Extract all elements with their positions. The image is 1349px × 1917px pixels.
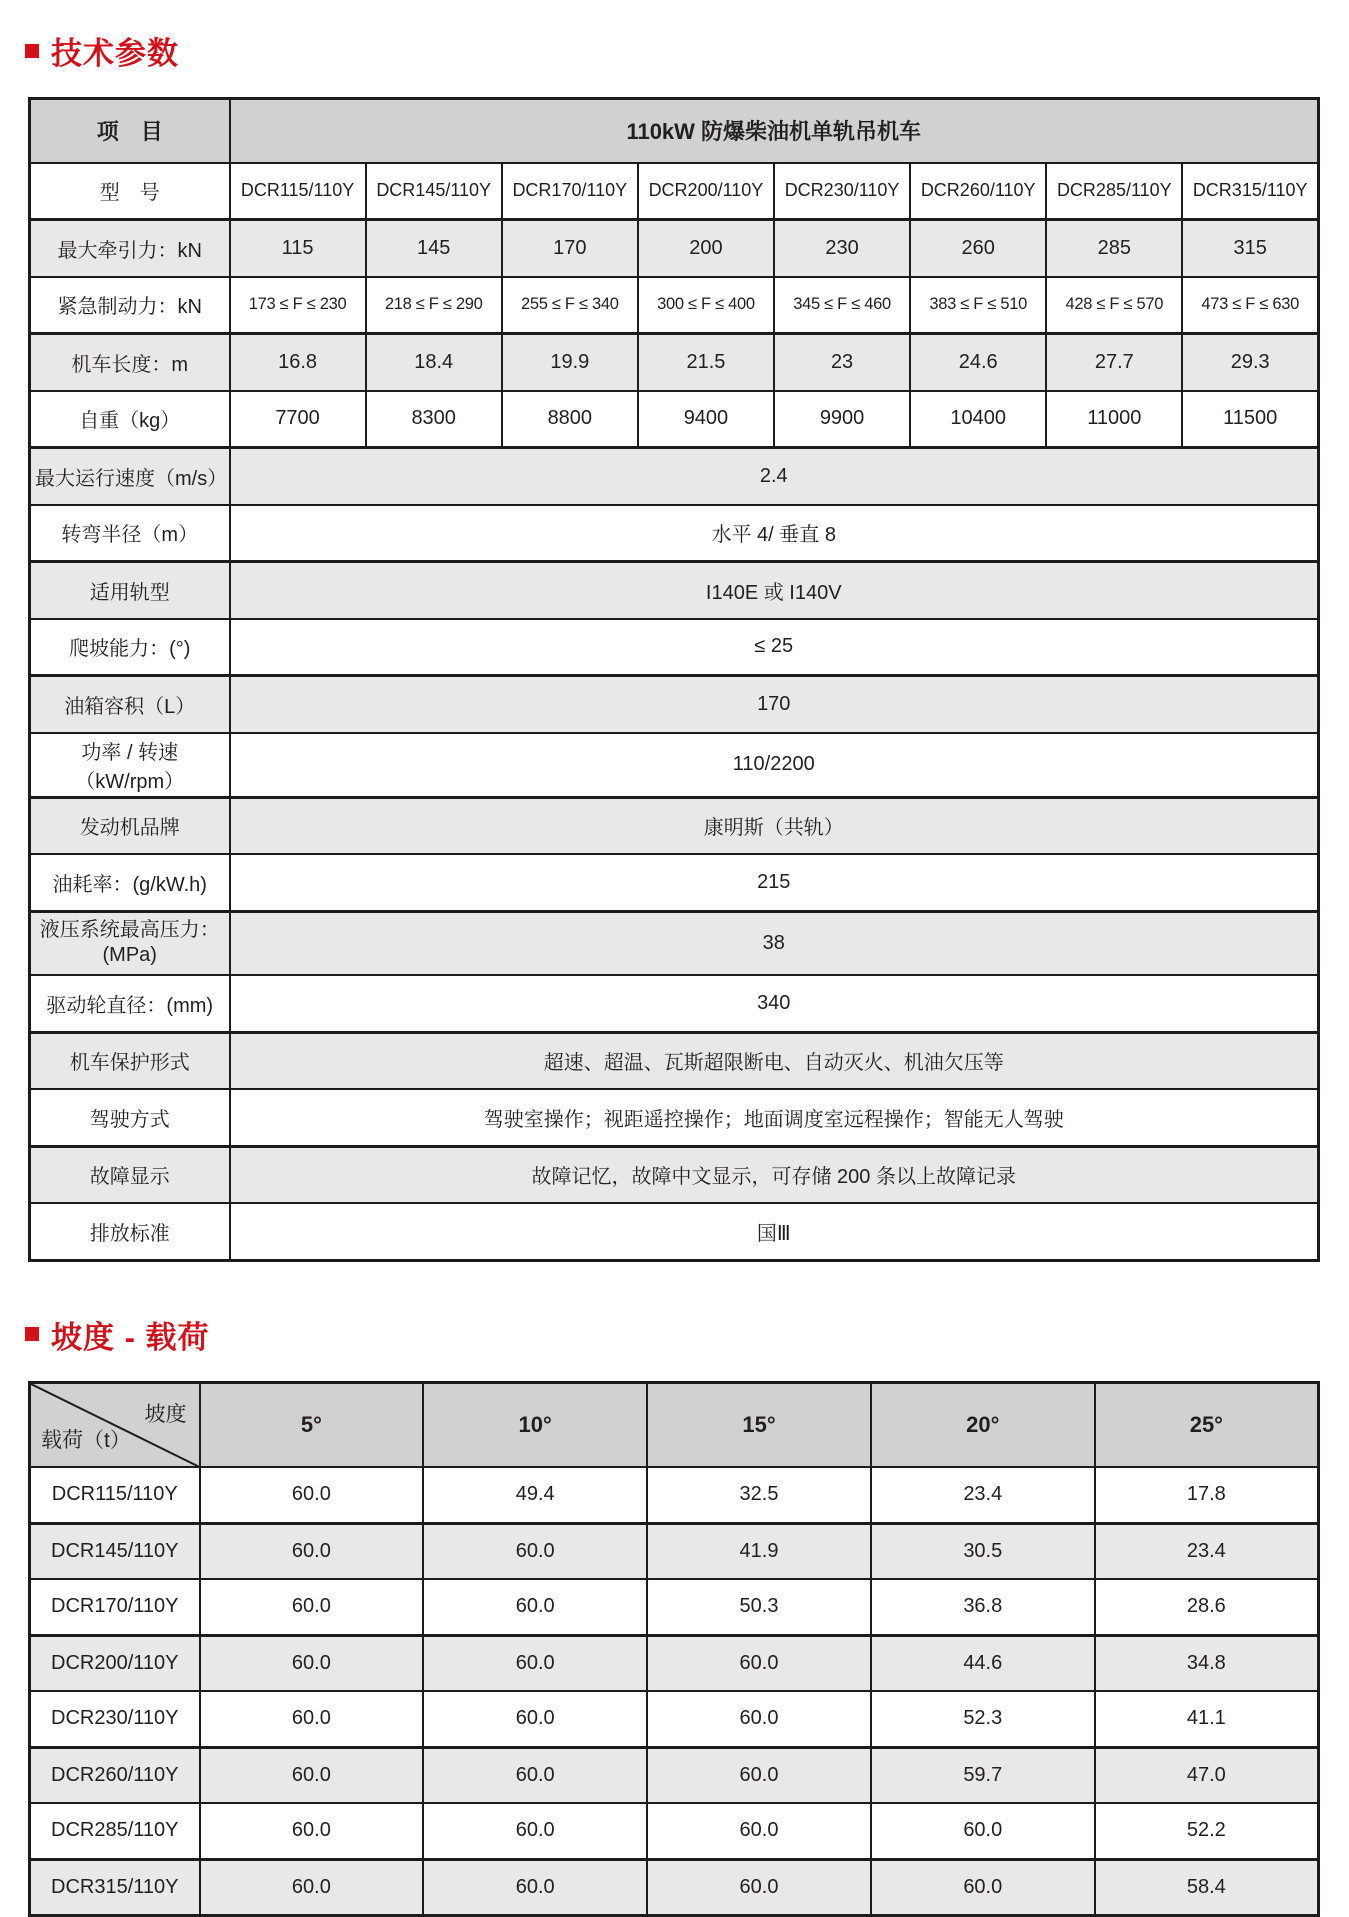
spec-value: 11500	[1182, 391, 1318, 448]
spec-value: 21.5	[638, 334, 774, 391]
merged-row-fuel-rate	[30, 854, 1319, 911]
load-value: 60.0	[423, 1747, 647, 1803]
model-name: DCR145/110Y	[30, 1523, 200, 1579]
load-value: 59.7	[871, 1747, 1095, 1803]
corner-slope-label: 坡度	[144, 1402, 187, 1426]
load-value: 60.0	[200, 1523, 424, 1579]
model-name: DCR200/110Y	[30, 1635, 200, 1691]
merged-row-hydraulic-pressure	[30, 911, 1319, 975]
load-value: 36.8	[871, 1579, 1095, 1635]
load-value: 60.0	[200, 1859, 424, 1915]
row-label: 功率 / 转速（kW/rpm）	[30, 733, 230, 798]
load-row	[30, 1523, 1319, 1579]
spec-value: 285	[1046, 220, 1182, 277]
spec-value: 170	[502, 220, 638, 277]
load-value: 60.0	[423, 1579, 647, 1635]
spec-value: 7700	[230, 391, 366, 448]
merged-row-fuel-tank	[30, 676, 1319, 733]
model-name: DCR260/110Y	[30, 1747, 200, 1803]
load-value: 32.5	[647, 1467, 871, 1523]
row-label: 油箱容积（L）	[30, 676, 230, 733]
spec-value: 255 ≤ F ≤ 340	[502, 277, 638, 334]
model-name: DCR145/110Y	[366, 163, 502, 220]
model-name: DCR315/110Y	[1182, 163, 1318, 220]
load-value: 60.0	[423, 1635, 647, 1691]
spec-value: 173 ≤ F ≤ 230	[230, 277, 366, 334]
spec-value: 300 ≤ F ≤ 400	[638, 277, 774, 334]
spec-value: 11000	[1046, 391, 1182, 448]
row-label-line2: (MPa)	[102, 944, 157, 967]
spec-value: 315	[1182, 220, 1318, 277]
spec-value: 200	[638, 220, 774, 277]
product-header-cell: 110kW 防爆柴油机单轨吊机车	[230, 99, 1319, 163]
merged-row-drive-wheel	[30, 975, 1319, 1032]
spec-value: 23	[774, 334, 910, 391]
row-label: 机车长度：m	[30, 334, 230, 391]
merged-value: 国Ⅲ	[230, 1203, 1319, 1260]
model-name: DCR260/110Y	[910, 163, 1046, 220]
merged-value: I140E 或 I140V	[230, 562, 1319, 619]
merged-row-power-rpm	[30, 733, 1319, 798]
load-value: 52.2	[1095, 1803, 1319, 1859]
load-value: 60.0	[647, 1803, 871, 1859]
model-name: DCR230/110Y	[30, 1691, 200, 1747]
model-name: DCR315/110Y	[30, 1859, 200, 1915]
load-value: 60.0	[871, 1803, 1095, 1859]
merged-row-gradeability	[30, 619, 1319, 676]
load-value: 60.0	[200, 1803, 424, 1859]
load-row	[30, 1635, 1319, 1691]
load-value: 50.3	[647, 1579, 871, 1635]
slope-column-header: 20°	[871, 1382, 1095, 1467]
row-label: 最大牵引力：kN	[30, 220, 230, 277]
spec-value: 145	[366, 220, 502, 277]
spec-value: 9900	[774, 391, 910, 448]
merged-value: 2.4	[230, 448, 1319, 505]
load-value: 30.5	[871, 1523, 1095, 1579]
merged-row-rail-type	[30, 562, 1319, 619]
item-header-cell: 项 目	[30, 99, 230, 163]
spec-value: 18.4	[366, 334, 502, 391]
merged-row-turn-radius	[30, 505, 1319, 562]
slope-header-row	[30, 1382, 1319, 1467]
load-value: 60.0	[647, 1859, 871, 1915]
row-label: 爬坡能力：(°)	[30, 619, 230, 676]
spec-value: 8300	[366, 391, 502, 448]
corner-load-label: 载荷（t）	[41, 1429, 131, 1452]
merged-value: 康明斯（共轨）	[230, 797, 1319, 854]
load-value: 60.0	[423, 1523, 647, 1579]
load-row	[30, 1691, 1319, 1747]
merged-row-engine-brand	[30, 797, 1319, 854]
merged-value: ≤ 25	[230, 619, 1319, 676]
load-value: 49.4	[423, 1467, 647, 1523]
row-label: 型 号	[30, 163, 230, 220]
square-bullet-icon	[25, 44, 39, 58]
spec-value: 27.7	[1046, 334, 1182, 391]
merged-value: 故障记忆，故障中文显示，可存储 200 条以上故障记录	[230, 1146, 1319, 1203]
load-value: 60.0	[200, 1467, 424, 1523]
load-value: 60.0	[200, 1579, 424, 1635]
load-value: 60.0	[423, 1803, 647, 1859]
row-label: 机车保护形式	[30, 1032, 230, 1089]
spec-value: 473 ≤ F ≤ 630	[1182, 277, 1318, 334]
slope-load-table	[28, 1381, 1320, 1917]
load-value: 58.4	[1095, 1859, 1319, 1915]
section-title-slope-load	[25, 1312, 1349, 1357]
row-label-line1: 液压系统最高压力：	[39, 919, 220, 942]
load-value: 60.0	[423, 1691, 647, 1747]
merged-value: 110/2200	[230, 733, 1319, 798]
row-label: 故障显示	[30, 1146, 230, 1203]
load-value: 60.0	[200, 1635, 424, 1691]
load-value: 28.6	[1095, 1579, 1319, 1635]
merged-value: 超速、超温、瓦斯超限断电、自动灭火、机油欠压等	[230, 1032, 1319, 1089]
spec-row-length	[30, 334, 1319, 391]
spec-value: 24.6	[910, 334, 1046, 391]
load-value: 60.0	[200, 1747, 424, 1803]
load-value: 23.4	[871, 1467, 1095, 1523]
load-value: 60.0	[647, 1747, 871, 1803]
row-label: 适用轨型	[30, 562, 230, 619]
spec-value: 8800	[502, 391, 638, 448]
load-value: 60.0	[871, 1859, 1095, 1915]
section-title-text: 坡度 - 载荷	[51, 1319, 210, 1355]
spec-value: 218 ≤ F ≤ 290	[366, 277, 502, 334]
spec-value: 260	[910, 220, 1046, 277]
merged-value: 215	[230, 854, 1319, 911]
spec-value: 19.9	[502, 334, 638, 391]
row-label: 排放标准	[30, 1203, 230, 1260]
load-value: 47.0	[1095, 1747, 1319, 1803]
slope-column-header: 10°	[423, 1382, 647, 1467]
model-name: DCR170/110Y	[30, 1579, 200, 1635]
load-row	[30, 1467, 1319, 1523]
spec-value: 345 ≤ F ≤ 460	[774, 277, 910, 334]
load-value: 34.8	[1095, 1635, 1319, 1691]
row-label: 驱动轮直径：(mm)	[30, 975, 230, 1032]
merged-value: 水平 4/ 垂直 8	[230, 505, 1319, 562]
model-name: DCR115/110Y	[230, 163, 366, 220]
spec-value: 428 ≤ F ≤ 570	[1046, 277, 1182, 334]
model-name: DCR285/110Y	[30, 1803, 200, 1859]
row-label: 发动机品牌	[30, 797, 230, 854]
row-label: 自重（kg）	[30, 391, 230, 448]
row-label: 油耗率：(g/kW.h)	[30, 854, 230, 911]
merged-value: 38	[230, 911, 1319, 975]
merged-row-fault-display	[30, 1146, 1319, 1203]
corner-header-cell	[30, 1382, 200, 1467]
model-name: DCR170/110Y	[502, 163, 638, 220]
load-value: 41.1	[1095, 1691, 1319, 1747]
spec-value: 16.8	[230, 334, 366, 391]
table-header-row	[30, 99, 1319, 163]
merged-value: 170	[230, 676, 1319, 733]
load-value: 60.0	[647, 1691, 871, 1747]
load-value: 60.0	[423, 1859, 647, 1915]
tech-spec-table	[28, 97, 1320, 1262]
spec-value: 10400	[910, 391, 1046, 448]
load-value: 17.8	[1095, 1467, 1319, 1523]
model-name: DCR200/110Y	[638, 163, 774, 220]
merged-value: 驾驶室操作；视距遥控操作；地面调度室远程操作；智能无人驾驶	[230, 1089, 1319, 1146]
slope-column-header: 25°	[1095, 1382, 1319, 1467]
section-title-tech-params	[25, 0, 1349, 73]
merged-row-max-speed	[30, 448, 1319, 505]
spec-row-emergency-brake	[30, 277, 1319, 334]
load-value: 23.4	[1095, 1523, 1319, 1579]
spec-row-max-traction	[30, 220, 1319, 277]
spec-value: 29.3	[1182, 334, 1318, 391]
row-label: 最大运行速度（m/s）	[30, 448, 230, 505]
section-title-text: 技术参数	[51, 36, 179, 71]
spec-row-weight	[30, 391, 1319, 448]
row-label: 驾驶方式	[30, 1089, 230, 1146]
load-row	[30, 1579, 1319, 1635]
square-bullet-icon	[25, 1327, 39, 1341]
slope-column-header: 15°	[647, 1382, 871, 1467]
load-value: 60.0	[200, 1691, 424, 1747]
spec-value: 383 ≤ F ≤ 510	[910, 277, 1046, 334]
slope-column-header: 5°	[200, 1382, 424, 1467]
merged-value: 340	[230, 975, 1319, 1032]
load-value: 44.6	[871, 1635, 1095, 1691]
row-label	[30, 911, 230, 975]
load-value: 41.9	[647, 1523, 871, 1579]
spec-value: 115	[230, 220, 366, 277]
model-name: DCR285/110Y	[1046, 163, 1182, 220]
merged-row-protection	[30, 1032, 1319, 1089]
load-value: 52.3	[871, 1691, 1095, 1747]
model-row	[30, 163, 1319, 220]
row-label: 转弯半径（m）	[30, 505, 230, 562]
spec-value: 9400	[638, 391, 774, 448]
model-name: DCR115/110Y	[30, 1467, 200, 1523]
merged-row-driving-mode	[30, 1089, 1319, 1146]
model-name: DCR230/110Y	[774, 163, 910, 220]
row-label: 紧急制动力：kN	[30, 277, 230, 334]
load-row	[30, 1747, 1319, 1803]
spec-value: 230	[774, 220, 910, 277]
load-row	[30, 1803, 1319, 1859]
load-row	[30, 1859, 1319, 1915]
merged-row-emission	[30, 1203, 1319, 1260]
load-value: 60.0	[647, 1635, 871, 1691]
